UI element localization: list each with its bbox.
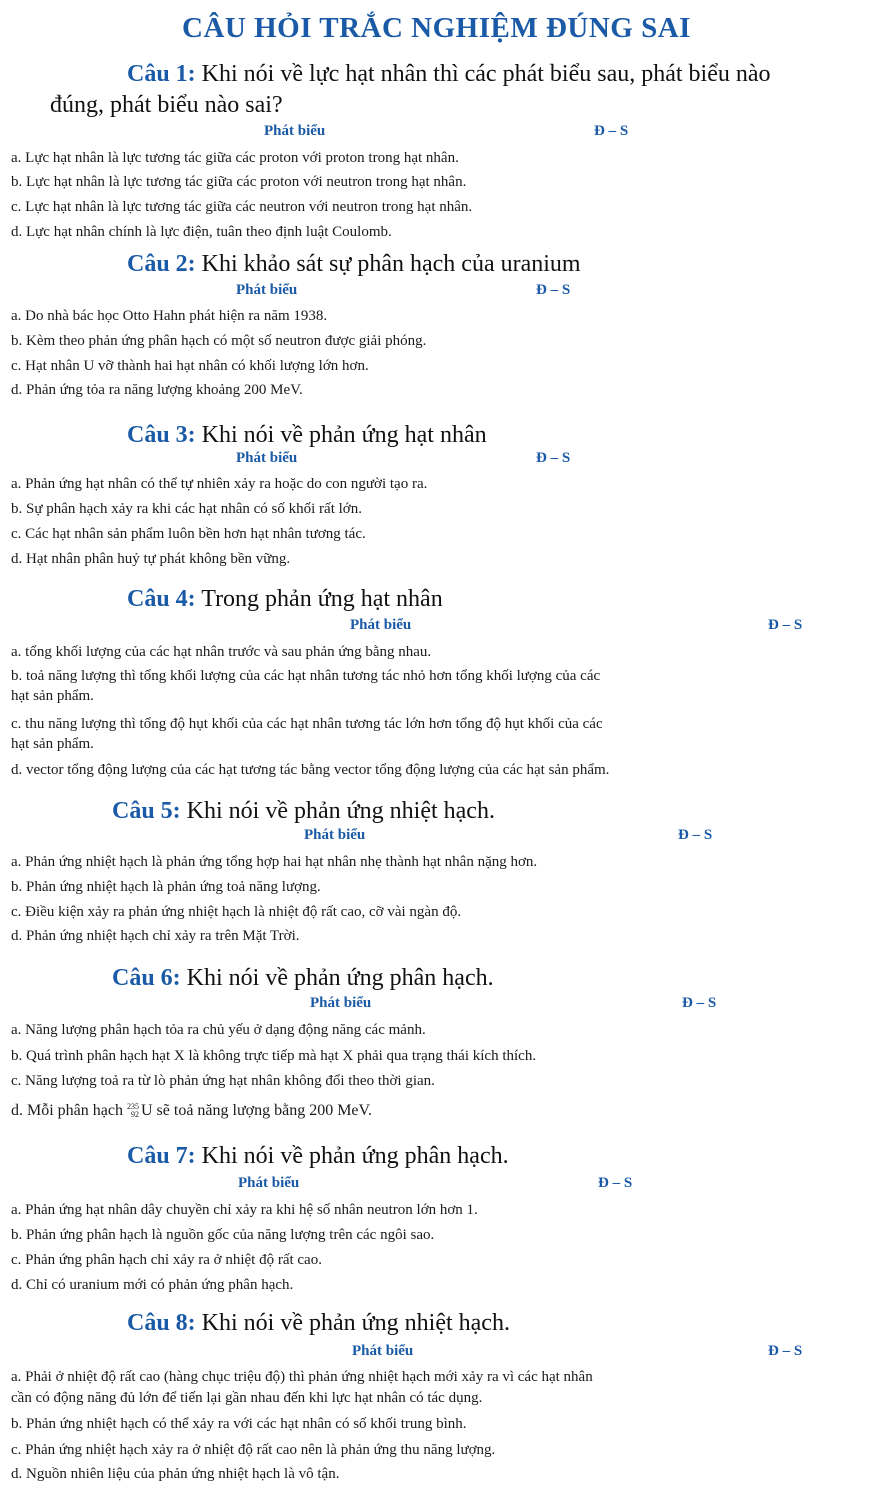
q8-statement-c: c. Phản ứng nhiệt hạch xảy ra ở nhiệt độ rất cao nên là phản ứng thu năng lượng. (11, 1442, 496, 1458)
q2-statement-b: b. Kèm theo phản ứng phân hạch có một số neutron được giải phóng. (11, 333, 427, 349)
question-4-text: Trong phản ứng hạt nhân (201, 586, 443, 612)
q1-statement-c: c. Lực hạt nhân là lực tương tác giữa các neutron với neutron trong hạt nhân. (11, 199, 473, 215)
q5-statement-a: a. Phản ứng nhiệt hạch là phản ứng tổng hợp hai hạt nhân nhẹ thành hạt nhân nặng hơn. (11, 854, 538, 870)
q3-statement-a: a. Phản ứng hạt nhân có thể tự nhiên xảy ra hoặc do con người tạo ra. (11, 476, 428, 492)
question-7-heading (127, 1139, 509, 1173)
question-4-heading (127, 582, 443, 616)
q3-statement-b: b. Sự phân hạch xảy ra khi các hạt nhân có số khối rất lớn. (11, 501, 362, 517)
q2-column-answer: Đ – S (536, 282, 571, 298)
page-title: CÂU HỎI TRẮC NGHIỆM ĐÚNG SAI (182, 12, 691, 44)
q5-statement-b: b. Phản ứng nhiệt hạch là phản ứng toả năng lượng. (11, 879, 321, 895)
question-1-text-line2: đúng, phát biểu nào sai? (50, 92, 283, 118)
question-8-text: Khi nói về phản ứng nhiệt hạch. (201, 1310, 510, 1336)
question-1-text: Khi nói về lực hạt nhân thì các phát biểu sau, phát biểu nào (201, 61, 771, 87)
q6-statement-b: b. Quá trình phân hạch hạt X là không trực tiếp mà hạt X phải qua trạng thái kích thích. (11, 1048, 537, 1064)
q7-column-statement: Phát biểu (238, 1175, 300, 1191)
q4-statement-a: a. tổng khối lượng của các hạt nhân trước và sau phản ứng bằng nhau. (11, 644, 432, 660)
q8-statement-a-continued: cần có động năng đủ lớn để tiến lại gần nhau đến khi lực hạt nhân có tác dụng. (11, 1390, 483, 1406)
q7-statement-a: a. Phản ứng hạt nhân dây chuyền chỉ xảy ra khi hệ số nhân neutron lớn hơn 1. (11, 1202, 478, 1218)
question-7-text: Khi nói về phản ứng phân hạch. (201, 1143, 509, 1169)
q6-column-statement: Phát biểu (310, 995, 372, 1011)
question-7-label: Câu 7: (127, 1143, 196, 1169)
q1-statement-b: b. Lực hạt nhân là lực tương tác giữa các proton với neutron trong hạt nhân. (11, 174, 467, 190)
q8-statement-d: d. Nguồn nhiên liệu của phản ứng nhiệt hạch là vô tận. (11, 1466, 340, 1482)
question-2-label: Câu 2: (127, 251, 196, 277)
question-8-label: Câu 8: (127, 1310, 196, 1336)
q6-statement-d-prefix: d. Mỗi phân hạch (11, 1102, 123, 1119)
question-3-label: Câu 3: (127, 422, 196, 448)
q5-column-statement: Phát biểu (304, 827, 366, 843)
q6-column-answer: Đ – S (682, 995, 717, 1011)
nuclide-atomic-number: 92 (130, 1110, 139, 1120)
q4-statement-c: c. thu năng lượng thì tổng độ hụt khối của các hạt nhân tương tác lớn hơn tổng độ hụt khối của các (11, 716, 603, 732)
q7-statement-c: c. Phản ứng phân hạch chỉ xảy ra ở nhiệt độ rất cao. (11, 1252, 322, 1268)
q1-column-answer: Đ – S (594, 123, 629, 139)
uranium-nuclide-notation (127, 1103, 139, 1119)
q2-statement-d: d. Phản ứng tỏa ra năng lượng khoảng 200 MeV. (11, 382, 303, 398)
q7-statement-b: b. Phản ứng phân hạch là nguồn gốc của năng lượng trên các ngôi sao. (11, 1227, 435, 1243)
question-5-heading (112, 794, 495, 828)
q2-column-statement: Phát biểu (236, 282, 298, 298)
q3-statement-d: d. Hạt nhân phân huỷ tự phát không bền vững. (11, 551, 291, 567)
q6-statement-d-suffix: sẽ toả năng lượng bằng 200 MeV. (156, 1102, 373, 1119)
q8-column-statement: Phát biểu (352, 1343, 414, 1359)
q3-column-answer: Đ – S (536, 450, 571, 466)
q4-column-answer: Đ – S (768, 617, 803, 633)
question-4-label: Câu 4: (127, 586, 196, 612)
q7-statement-d: d. Chỉ có uranium mới có phản ứng phân hạch. (11, 1277, 294, 1293)
nuclide-symbol: U (140, 1102, 153, 1119)
q7-column-answer: Đ – S (598, 1175, 633, 1191)
q4-statement-d: d. vector tổng động lượng của các hạt tương tác bằng vector tổng động lượng của các hạt sản phẩm. (11, 762, 610, 778)
question-6-label: Câu 6: (112, 965, 181, 991)
q4-statement-b: b. toả năng lượng thì tổng khối lượng của các hạt nhân tương tác nhỏ hơn tổng khối lượng của các (11, 668, 601, 684)
q8-statement-a: a. Phải ở nhiệt độ rất cao (hàng chục triệu độ) thì phản ứng nhiệt hạch mới xảy ra vì các hạt nhân (11, 1369, 593, 1385)
q1-statement-a: a. Lực hạt nhân là lực tương tác giữa các proton với proton trong hạt nhân. (11, 150, 459, 166)
q3-column-statement: Phát biểu (236, 450, 298, 466)
question-3-heading (127, 418, 487, 452)
q1-statement-d: d. Lực hạt nhân chính là lực điện, tuân theo định luật Coulomb. (11, 224, 392, 240)
question-5-label: Câu 5: (112, 798, 181, 824)
q4-statement-c-continued: hạt sản phẩm. (11, 736, 94, 752)
q5-statement-d: d. Phản ứng nhiệt hạch chỉ xảy ra trên Mặt Trời. (11, 928, 300, 944)
question-1-label: Câu 1: (127, 61, 196, 87)
q4-column-statement: Phát biểu (350, 617, 412, 633)
question-8-heading (127, 1306, 510, 1340)
nuclide-mass-number: 235 (126, 1102, 139, 1112)
question-2-text: Khi khảo sát sự phân hạch của uranium (201, 251, 581, 277)
q8-statement-b: b. Phản ứng nhiệt hạch có thể xảy ra với các hạt nhân có số khối trung bình. (11, 1416, 467, 1432)
q6-statement-d (11, 1100, 861, 1122)
question-2-heading (127, 247, 581, 281)
question-6-heading (112, 961, 494, 995)
q1-column-statement: Phát biểu (264, 123, 326, 139)
q5-column-answer: Đ – S (678, 827, 713, 843)
q4-statement-b-continued: hạt sản phẩm. (11, 688, 94, 704)
question-5-text: Khi nói về phản ứng nhiệt hạch. (186, 798, 495, 824)
q3-statement-c: c. Các hạt nhân sản phẩm luôn bền hơn hạt nhân tương tác. (11, 526, 366, 542)
q5-statement-c: c. Điều kiện xảy ra phản ứng nhiệt hạch là nhiệt độ rất cao, cỡ vài ngàn độ. (11, 904, 462, 920)
q6-statement-c: c. Năng lượng toả ra từ lò phản ứng hạt nhân không đổi theo thời gian. (11, 1073, 435, 1089)
q2-statement-c: c. Hạt nhân U vỡ thành hai hạt nhân có khối lượng lớn hơn. (11, 358, 369, 374)
q8-column-answer: Đ – S (768, 1343, 803, 1359)
q6-statement-a: a. Năng lượng phân hạch tỏa ra chủ yếu ở dạng động năng các mảnh. (11, 1022, 426, 1038)
question-6-text: Khi nói về phản ứng phân hạch. (186, 965, 494, 991)
question-1-heading (127, 57, 771, 91)
q2-statement-a: a. Do nhà bác học Otto Hahn phát hiện ra năm 1938. (11, 308, 328, 324)
question-3-text: Khi nói về phản ứng hạt nhân (201, 422, 487, 448)
